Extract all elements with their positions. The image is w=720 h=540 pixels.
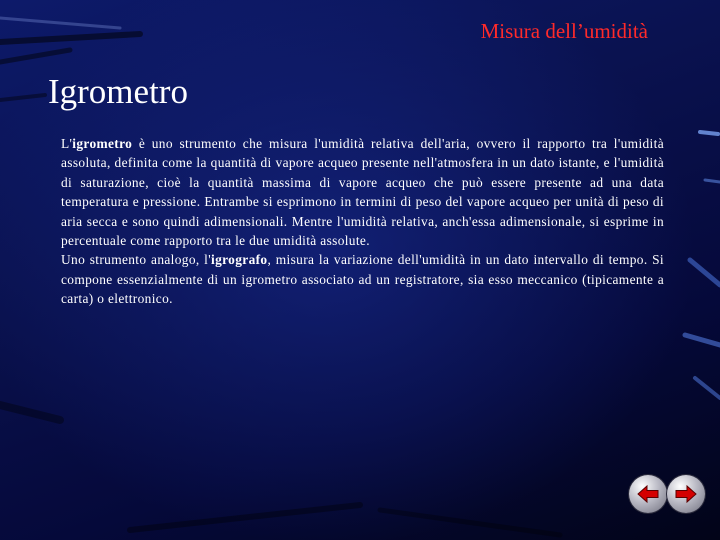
paragraph-igrometro — [61, 134, 664, 250]
prev-slide-button[interactable] — [629, 475, 667, 513]
slide-title: Igrometro — [48, 72, 188, 111]
slide-header: Misura dell’umidità — [480, 19, 648, 43]
slide-body — [61, 134, 664, 309]
next-slide-button[interactable] — [667, 475, 705, 513]
paragraph-igrografo — [61, 250, 664, 308]
arrow-right-icon — [674, 482, 698, 506]
term-igrografo: igrografo — [211, 252, 268, 268]
paragraph-text: è uno strumento che misura l'umidità relativa dell'aria, ovvero il rapporto tra l'umidità assoluta, definita come la quantità di vapore acqueo presente nell'atmosfera in un dato istante, e l'umidità di saturazione, cioè la quantità massima di vapore acqueo che può essere presente ad una data temperatura e pressione. Entrambe si esprimono in termini di peso del vapore acqueo per unità di peso di aria secca e sono quindi adimensionali. Mentre l'umidità relativa, anch'essa adimensionale, si esprime in percentuale come rapporto tra le due umidità assolute. — [61, 136, 664, 249]
paragraph-text: , misura la variazione dell'umidità in un dato intervallo di tempo. Si compone essenzialmente di un igrometro associato ad un registratore, sia esso meccanico (tipicamente a carta) o elettronico. — [61, 252, 664, 307]
term-igrometro: igrometro — [72, 136, 133, 151]
arrow-left-icon — [636, 482, 660, 506]
paragraph-text: L' — [61, 136, 73, 151]
paragraph-text: Uno strumento analogo, l' — [61, 252, 212, 268]
